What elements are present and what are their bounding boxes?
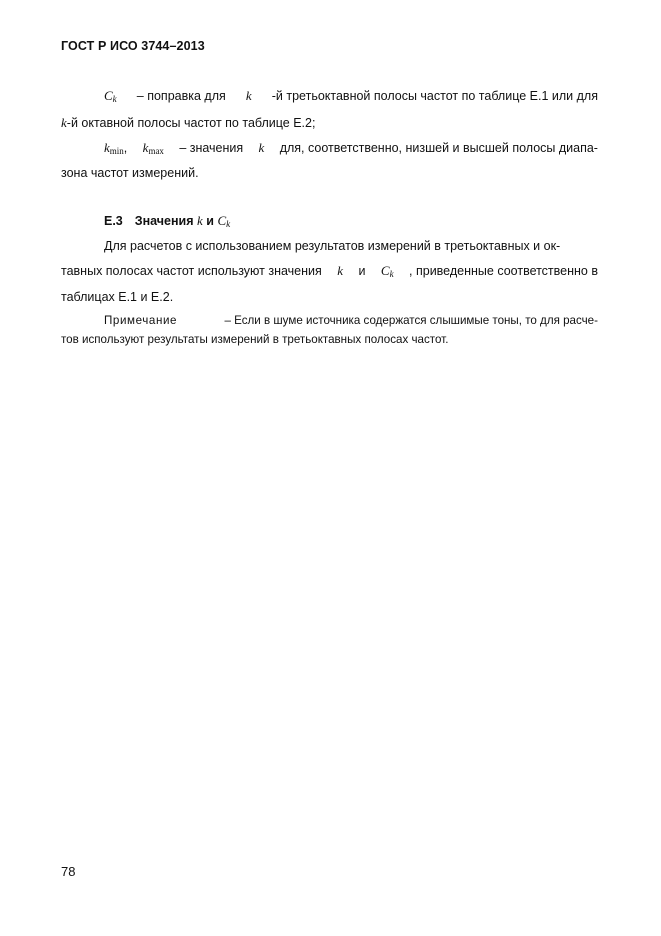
def-ck-line-1 — [104, 88, 598, 105]
note-line-1: Примечание – Если в шуме источника содержатся слышимые тоны, то для расче- — [104, 314, 598, 327]
def-ck-line-2 — [61, 115, 315, 131]
def-kminmax-text-a: – значения — [179, 141, 244, 155]
para-line-2: тавных полосах частот используют значения k и Ck , приведенные соответственно в — [61, 263, 598, 279]
k-symbol: k — [337, 263, 344, 278]
def-ck-text-b: -й третьоктавной полосы частот по таблице Е.1 или для — [271, 89, 598, 103]
k-symbol: k — [197, 213, 203, 228]
kmin-symbol: kmin, — [104, 140, 128, 156]
kmax-symbol: kmax — [142, 140, 164, 156]
def-kminmax-line-1 — [104, 140, 598, 157]
note-label: Примечание — [104, 314, 178, 327]
para-line-3: таблицах Е.1 и Е.2. — [61, 290, 174, 304]
page-number: 78 — [61, 864, 76, 879]
ck-symbol: Ck — [380, 263, 394, 279]
document-header: ГОСТ Р ИСО 3744–2013 — [61, 39, 205, 53]
k-symbol: k — [258, 140, 265, 155]
def-kminmax-line-2: зона частот измерений. — [61, 166, 199, 180]
ck-symbol: Ck — [217, 213, 231, 229]
ck-symbol: Ck — [104, 88, 117, 104]
k-symbol: k — [245, 88, 252, 103]
section-heading: Е.3 Значения k и Ck — [104, 213, 231, 229]
def-kminmax-text-b: для, соответственно, низшей и высшей полосы диапа- — [279, 141, 598, 155]
k-symbol: k — [61, 115, 67, 130]
para-line-1: Для расчетов с использованием результатов измерений в третьоктавных и ок- — [104, 239, 561, 253]
def-ck-text-c: -й октавной полосы частот по таблице Е.2; — [66, 116, 316, 130]
note-line-2: тов используют результаты измерений в третьоктавных полосах частот. — [61, 333, 449, 346]
def-ck-text-a: – поправка для — [136, 89, 226, 103]
